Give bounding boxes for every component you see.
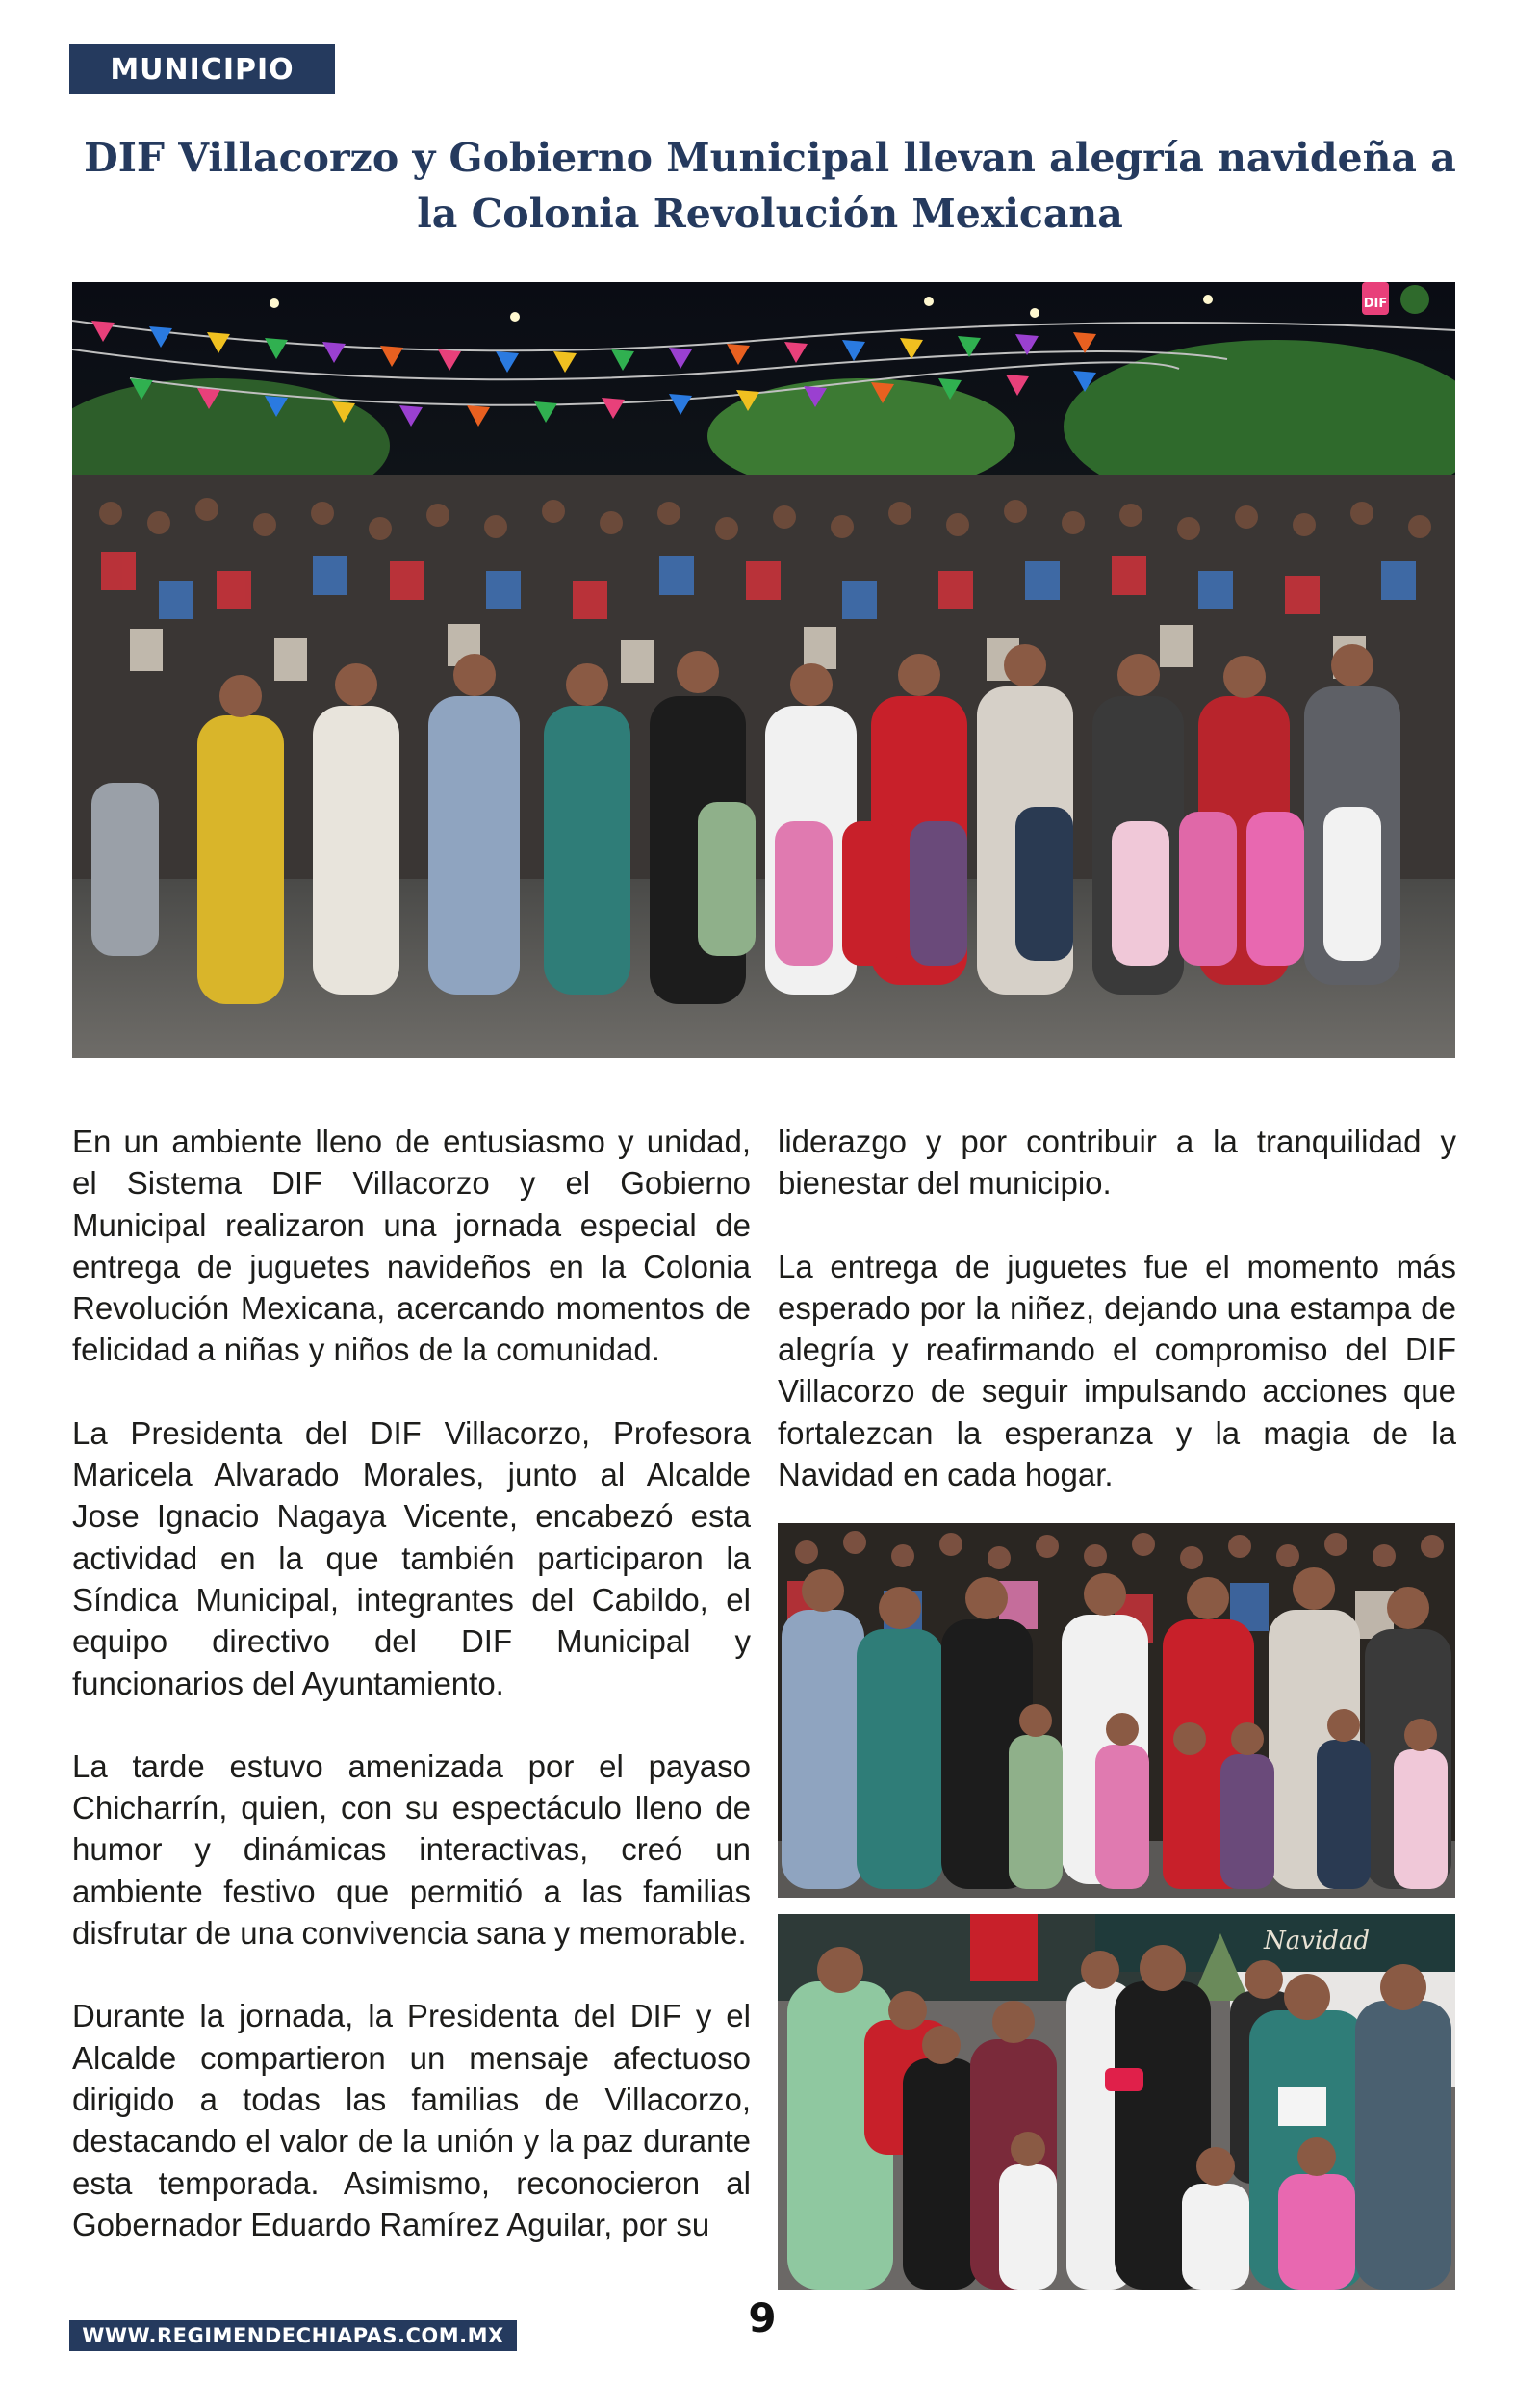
dif-logo: DIF [1363, 297, 1388, 311]
article-paragraph: La Presidenta del DIF Villacorzo, Profesora Maricela Alvarado Morales, junto al Alcalde Jose Ignacio Nagaya Vicente, encabezó esta actividad en la que también participaron la Síndica Municipal, integrantes del Cabildo, el equipo directivo del DIF Municipal y funcionarios del Ayuntamiento. [72, 1414, 751, 1701]
section-label: MUNICIPIO [69, 44, 335, 94]
group-photo-icon [778, 1914, 1455, 2290]
article-paragraph: En un ambiente lleno de entusiasmo y unidad, el Sistema DIF Villacorzo y el Gobierno Municipal realizaron una jornada especial de entrega de juguetes navideños en la Colonia Revolución Mexicana, acercando momentos de felicidad a niñas y niños de la comunidad. [72, 1124, 751, 1368]
article-headline: DIF Villacorzo y Gobierno Municipal llevan alegría navideña a la Colonia Revolución Mexicana [84, 135, 1456, 237]
footer-website-link[interactable]: WWW.REGIMENDECHIAPAS.COM.MX [69, 2320, 517, 2351]
group-photo-icon [778, 1523, 1455, 1898]
article-paragraph: Durante la jornada, la Presidenta del DIF y el Alcalde compartieron un mensaje afectuoso dirigido a todas las familias de Villacorzo, destacando el valor de la unión y la paz durante esta temporada. Asimismo, reconocieron al Gobernador Eduardo Ramírez Aguilar, por su [72, 1998, 751, 2242]
page-number: 9 [748, 2294, 777, 2342]
third-photo [778, 1914, 1455, 2290]
main-photo [72, 282, 1455, 1058]
article-column-left [72, 1121, 751, 2287]
article-paragraph: La tarde estuvo amenizada por el payaso Chicharrín, quien, con su espectáculo lleno de humor y dinámicas interactivas, creó un ambiente festivo que permitió a las familias disfrutar de una convivencia sana y memorable. [72, 1747, 751, 1952]
article-column-right [778, 1121, 1456, 1537]
navidad-banner-text: Navidad [1263, 1927, 1371, 1955]
second-photo [778, 1523, 1455, 1898]
group-photo-icon [72, 282, 1455, 1058]
article-paragraph: La entrega de juguetes fue el momento más esperado por la niñez, dejando una estampa de alegría y reafirmando el compromiso del DIF Villacorzo de seguir impulsando acciones que fortalezcan la esperanza y la magia de la Navidad en cada hogar. [778, 1248, 1456, 1493]
article-paragraph: liderazgo y por contribuir a la tranquilidad y bienestar del municipio. [778, 1124, 1456, 1202]
